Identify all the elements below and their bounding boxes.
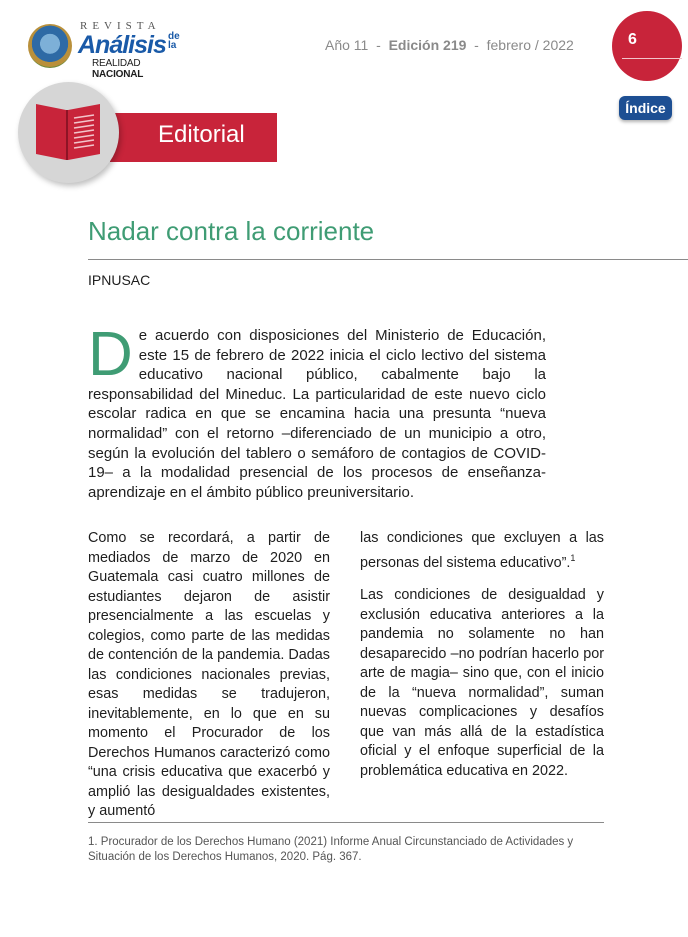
logo-revista: REVISTA (80, 20, 161, 32)
issue-info (325, 37, 574, 53)
page-number: 6 (628, 31, 637, 48)
index-button[interactable]: Índice (619, 96, 672, 120)
issue-year: Año 11 (325, 37, 369, 53)
footnote-divider (88, 822, 604, 823)
continuation-text: las condiciones que excluyen a las personas del sistema educativo”. (360, 530, 604, 571)
open-book-icon (28, 96, 108, 166)
logo-realidad: REALIDAD (92, 58, 141, 69)
page-number-badge (612, 11, 682, 81)
drop-cap: D (88, 320, 133, 389)
intro-text: e acuerdo con disposiciones del Ministerio de Educación, este 15 de febrero de 2022 inicia el ciclo lectivo del sistema educativo nacional público, cabalmente bajo la responsabilidad del Mineduc. La particularidad de este nuevo ciclo escolar radica en que se encamina hacia una presunta “nueva normalidad” con el retorno –diferenciado de un municipio a otro, según la evolución del tablero o semáforo de contagios de COVID-19– a la modalidad presencial de los procesos de enseñanza-aprendizaje en el ámbito público preuniversitario. (88, 327, 546, 501)
section-label: Editorial (158, 121, 245, 148)
title-divider (88, 259, 688, 260)
logo-nacional: NACIONAL (92, 69, 144, 80)
footnote-reference[interactable]: 1 (570, 552, 576, 563)
article-title: Nadar contra la corriente (88, 216, 375, 246)
intro-paragraph (88, 320, 546, 502)
issue-edition: Edición 219 (388, 37, 467, 53)
page-number-divider (622, 58, 682, 59)
column-right-continuation (360, 529, 604, 573)
column-left-paragraph: Como se recordará, a partir de mediados de marzo de 2020 en Guatemala casi cuatro millones de estudiantes dejaron de asistir presencialmente a las escuelas y colegios, como parte de las medidas de contención de la pandemia. Dadas las condiciones nacionales previas, esas medidas se tradujeron, inevitablemente, en lo que en su momento el Procurador de los Derechos Humanos caracterizó como “una crisis educativa que exacerbó y amplió las desigualdades existentes, y aumentó (88, 530, 330, 819)
issue-date: febrero / 2022 (486, 37, 574, 53)
magazine-logo (28, 20, 188, 80)
logo-realidad-nacional (92, 58, 188, 80)
article-author: IPNUSAC (88, 272, 151, 288)
logo-analisis: Análisis (78, 31, 166, 59)
issue-separator: - (474, 37, 479, 53)
footnote: 1. Procurador de los Derechos Humano (2021) Informe Anual Circunstanciado de Actividades y Situación de los Derechos Humanos, 2020. Pág. 367. (88, 836, 574, 863)
issue-separator: - (376, 37, 381, 53)
seal-icon (28, 24, 72, 68)
column-right-paragraph: Las condiciones de desigualdad y exclusión educativa anteriores a la pandemia no solamente no han desaparecido –no podrían hacerlo por arte de magia– sino que, con el inicio de la “nueva normalidad”, suman nuevas complicaciones y desafíos que van más allá de la estadística oficial y el enfoque superficial de la problemática educativa en 2022. (360, 587, 604, 779)
logo-de-la: de la (168, 31, 180, 51)
